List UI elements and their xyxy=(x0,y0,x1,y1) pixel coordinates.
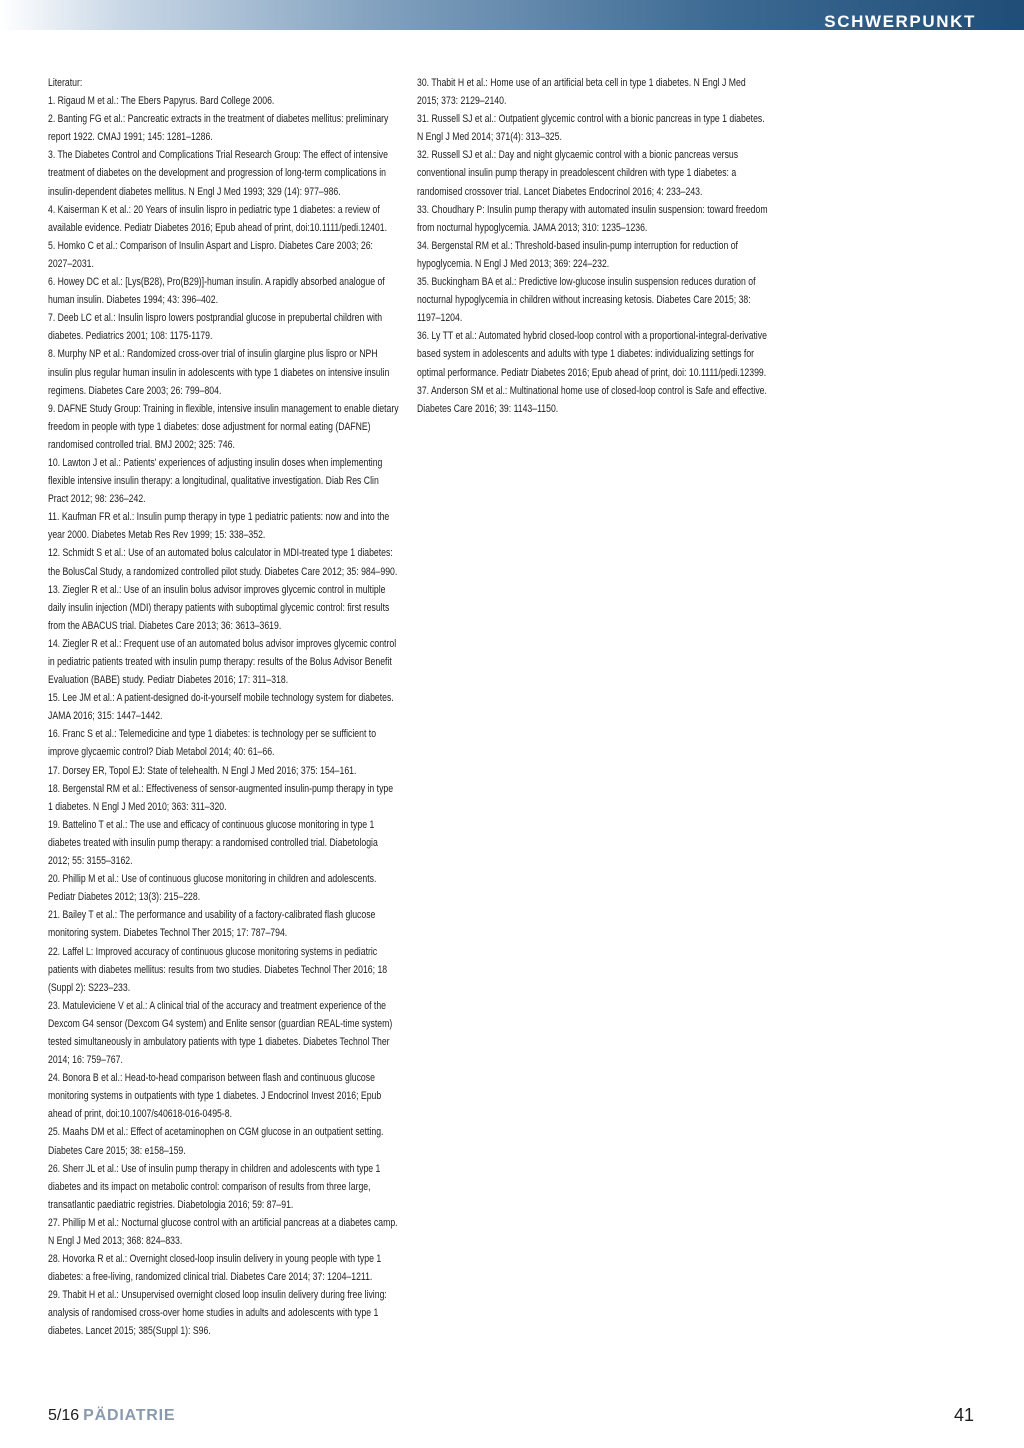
reference-item: 1. Rigaud M et al.: The Ebers Papyrus. Bard College 2006. xyxy=(48,95,275,108)
reference-item: 7. Deeb LC et al.: Insulin lispro lowers postprandial glucose in prepubertal children with diabetes. Pediatrics 2001; 108: 1175-1179. xyxy=(48,312,383,343)
reference-item: 19. Battelino T et al.: The use and efficacy of continuous glucose monitoring in type 1 diabetes treated with insulin pump therapy: a randomised controlled trial. Diabetologia 2012; 55: 3155–3162. xyxy=(48,818,378,868)
reference-item: 4. Kaiserman K et al.: 20 Years of insulin lispro in pediatric type 1 diabetes: a review of available evidence. Pediatr Diabetes 2016; Epub ahead of print, doi:10.1111/pedi.12401. xyxy=(48,203,388,234)
reference-item: 27. Phillip M et al.: Nocturnal glucose control with an artificial pancreas at a diabetes camp. N Engl J Med 2013; 368: 824–833. xyxy=(48,1216,398,1247)
reference-item: 28. Hovorka R et al.: Overnight closed-loop insulin delivery in young people with type 1 diabetes: a free-living, randomized clinical trial. Diabetes Care 2014; 37: 1204–1211. xyxy=(48,1253,382,1284)
section-label: SCHWERPUNKT xyxy=(824,12,976,31)
references-column-left xyxy=(48,74,399,1341)
reference-item: 21. Bailey T et al.: The performance and usability of a factory-calibrated flash glucose monitoring system. Diabetes Technol Ther 2015; 17: 787–794. xyxy=(48,909,376,940)
reference-item: 37. Anderson SM et al.: Multinational home use of closed-loop control is Safe and effective. Diabetes Care 2016; 39: 1143–1150. xyxy=(417,384,767,415)
reference-item: 20. Phillip M et al.: Use of continuous glucose monitoring in children and adolescents. Pediatr Diabetes 2012; 13(3): 215–228. xyxy=(48,873,377,904)
reference-item: 30. Thabit H et al.: Home use of an artificial beta cell in type 1 diabetes. N Engl J Med 2015; 373: 2129–2140. xyxy=(417,77,746,108)
reference-item: 26. Sherr JL et al.: Use of insulin pump therapy in children and adolescents with type 1 diabetes and its impact on metabolic control: comparison of results from three large, transatlantic paediatric registries. Diabetologia 2016; 59: 87–91. xyxy=(48,1162,381,1211)
references-heading: Literatur: xyxy=(48,77,83,89)
journal-name: PÄDIATRIE xyxy=(83,1407,176,1424)
reference-item: 16. Franc S et al.: Telemedicine and type 1 diabetes: is technology per se sufficient to improve glycaemic control? Diab Metabol 2014; 40: 61–66. xyxy=(48,728,377,759)
reference-item: 15. Lee JM et al.: A patient-designed do-it-yourself mobile technology system for diabetes. JAMA 2016; 315: 1447–1442. xyxy=(48,692,394,723)
reference-item: 24. Bonora B et al.: Head-to-head comparison between flash and continuous glucose monitoring systems in outpatients with type 1 diabetes. J Endocrinol Invest 2016; Epub ahead of print, doi:10.1007/s40618-016-0495-8. xyxy=(48,1072,382,1121)
reference-item: 11. Kaufman FR et al.: Insulin pump therapy in type 1 pediatric patients: now and into the year 2000. Diabetes Metab Res Rev 1999; 15: 338–352. xyxy=(48,511,390,542)
reference-item: 9. DAFNE Study Group: Training in flexible, intensive insulin management to enable dietary freedom in people with type 1 diabetes: dose adjustment for normal eating (DAFNE) randomised controlled trial. BMJ 2002; 325: 746. xyxy=(48,402,399,451)
reference-list-right xyxy=(417,74,768,418)
reference-item: 10. Lawton J et al.: Patients' experiences of adjusting insulin doses when implementing flexible intensive insulin therapy: a longitudinal, qualitative investigation. Diab Res Clin Pract 2012; 98: 236–242. xyxy=(48,456,383,506)
reference-item: 3. The Diabetes Control and Complications Trial Research Group: The effect of intensive treatment of diabetes on the development and progression of long-term complications in insulin-dependent diabetes mellitus. N Engl J Med 1993; 329 (14): 977–986. xyxy=(48,149,388,198)
reference-item: 18. Bergenstal RM et al.: Effectiveness of sensor-augmented insulin-pump therapy in type 1 diabetes. N Engl J Med 2010; 363: 311–320. xyxy=(48,782,394,813)
issue-number: 5/16 xyxy=(48,1407,80,1424)
reference-item: 13. Ziegler R et al.: Use of an insulin bolus advisor improves glycemic control in multiple daily insulin injection (MDI) therapy patients with suboptimal glycemic control: first results from the ABACUS trial. Diabetes Care 2013; 36: 3613–3619. xyxy=(48,583,390,632)
reference-item: 29. Thabit H et al.: Unsupervised overnight closed loop insulin delivery during free living: analysis of randomised cross-over home studies in adults and adolescents with type 1 diabetes. Lancet 2015; 385(Suppl 1): S96. xyxy=(48,1289,387,1338)
reference-item: 8. Murphy NP et al.: Randomized cross-over trial of insulin glargine plus lispro or NPH insulin plus regular human insulin in adolescents with type 1 diabetes on intensive insulin regimens. Diabetes Care 2003; 26: 799–804. xyxy=(48,348,390,397)
reference-item: 5. Homko C et al.: Comparison of Insulin Aspart and Lispro. Diabetes Care 2003; 26: 2027–2031. xyxy=(48,239,373,270)
reference-item: 33. Choudhary P: Insulin pump therapy with automated insulin suspension: toward freedom from nocturnal hypoglycemia. JAMA 2013; 310: 1235–1236. xyxy=(417,203,768,234)
reference-item: 31. Russell SJ et al.: Outpatient glycemic control with a bionic pancreas in type 1 diabetes. N Engl J Med 2014; 371(4): 313–325. xyxy=(417,113,765,144)
references-column-right xyxy=(417,74,768,418)
reference-item: 32. Russell SJ et al.: Day and night glycaemic control with a bionic pancreas versus conventional insulin pump therapy in preadolescent children with type 1 diabetes: a randomised crossover trial. Lancet Diabetes Endocrinol 2016; 4: 233–243. xyxy=(417,149,739,198)
reference-item: 25. Maahs DM et al.: Effect of acetaminophen on CGM glucose in an outpatient setting. Diabetes Care 2015; 38: e158–159. xyxy=(48,1126,384,1157)
reference-item: 35. Buckingham BA et al.: Predictive low-glucose insulin suspension reduces duration of nocturnal hypoglycemia in children without increasing ketosis. Diabetes Care 2015; 38: 1197–1204. xyxy=(417,276,756,325)
reference-item: 17. Dorsey ER, Topol EJ: State of telehealth. N Engl J Med 2016; 375: 154–161. xyxy=(48,764,357,777)
reference-item: 12. Schmidt S et al.: Use of an automated bolus calculator in MDI-treated type 1 diabetes: the BolusCal Study, a randomized controlled pilot study. Diabetes Care 2012; 35: 984–990. xyxy=(48,547,398,578)
footer-issue-journal xyxy=(48,1407,175,1425)
reference-item: 22. Laffel L: Improved accuracy of continuous glucose monitoring systems in pediatric patients with diabetes mellitus: results from two studies. Diabetes Technol Ther 2016; 18 (Suppl 2): S223–233. xyxy=(48,945,388,994)
reference-item: 36. Ly TT et al.: Automated hybrid closed-loop control with a proportional-integral-derivative based system in adolescents and adults with type 1 diabetes: individualizing settings for optimal performance. Pediatr Diabetes 2016; Epub ahead of print, doi: 10.1111/pedi.12399. xyxy=(417,330,767,379)
reference-item: 23. Matuleviciene V et al.: A clinical trial of the accuracy and treatment experience of the Dexcom G4 sensor (Dexcom G4 system) and Enlite sensor (guardian REAL-time system) tested simultaneously in ambulatory patients with type 1 diabetes. Diabetes Technol Ther 2014; 16: 759–767. xyxy=(48,999,393,1067)
reference-item: 34. Bergenstal RM et al.: Threshold-based insulin-pump interruption for reduction of hypoglycemia. N Engl J Med 2013; 369: 224–232. xyxy=(417,239,738,270)
page-number: 41 xyxy=(953,1405,974,1425)
reference-item: 14. Ziegler R et al.: Frequent use of an automated bolus advisor improves glycemic control in pediatric patients treated with insulin pump therapy: results of the Bolus Advisor Benefit Evaluation (BABE) study. Pediatr Diabetes 2016; 17: 311–318. xyxy=(48,637,397,687)
reference-list-left xyxy=(48,92,399,1340)
reference-item: 2. Banting FG et al.: Pancreatic extracts in the treatment of diabetes mellitus: preliminary report 1922. CMAJ 1991; 145: 1281–1286. xyxy=(48,113,389,144)
reference-item: 6. Howey DC et al.: [Lys(B28), Pro(B29)]-human insulin. A rapidly absorbed analogue of human insulin. Diabetes 1994; 43: 396–402. xyxy=(48,276,385,307)
